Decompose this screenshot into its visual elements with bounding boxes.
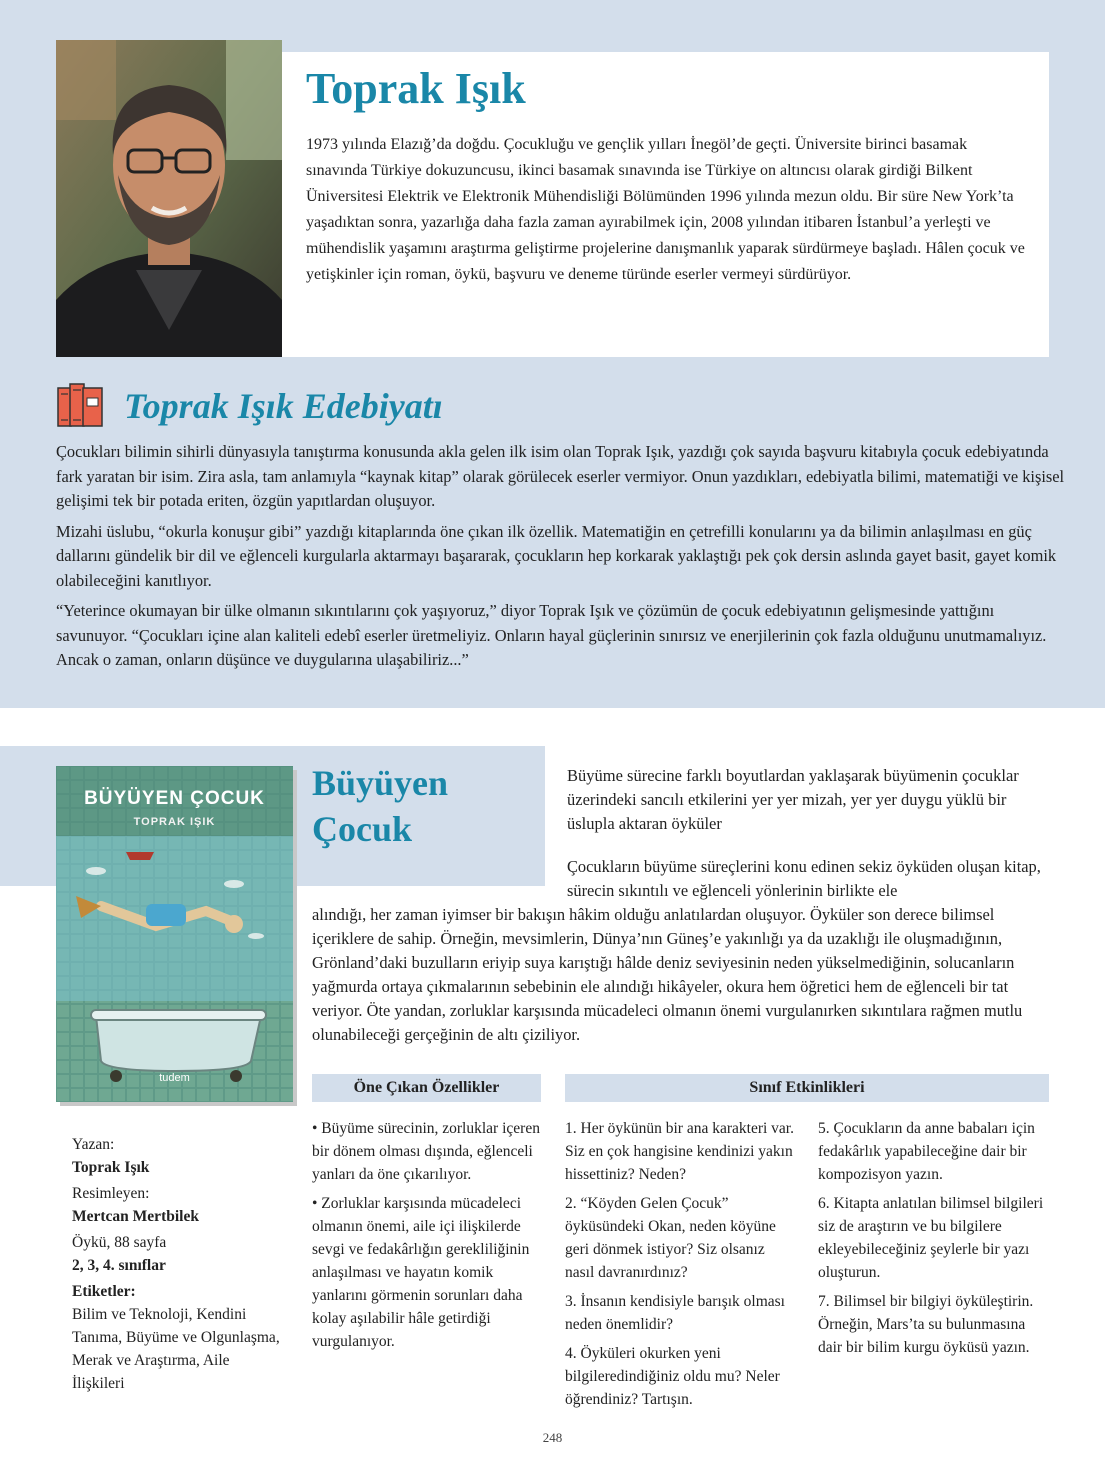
literature-body: [56, 440, 1066, 679]
book-grades: 2, 3, 4. sınıflar: [72, 1257, 166, 1274]
literature-title-rest: Edebiyatı: [293, 386, 443, 426]
book-format: Öykü, 88 sayfa: [72, 1234, 167, 1251]
activity-item: 1. Her öykünün bir ana karakteri var. Siz en çok hangisine kendinizi yakın hissettiniz? Neden?: [565, 1120, 794, 1183]
literature-paragraph: “Yeterince okumayan bir ülke olmanın sıkıntılarını çok yaşıyoruz,” diyor Toprak Işık ve çözümün de çocuk edebiyatının gelişmesinde yattığını savunuyor. “Çocukları içine alan kaliteli edebî eserler üretmeliyiz. Onların hayal güçlerinin sınırsız ve enerjilerinin çok fazla olduğunu unutmamalıyız. Ancak o zaman, onların düşünce ve duygularına ulaşabiliriz...”: [56, 601, 1047, 669]
literature-title-name: Toprak Işık: [124, 386, 294, 426]
features-header: Öne Çıkan Özellikler: [312, 1074, 541, 1102]
author-bio-text: 1973 yılında Elazığ’da doğdu. Çocukluğu ve gençlik yılları İnegöl’de geçti. Üniversite birinci basamak sınavında Türkiye dokuzuncusu, ikinci basamak sınavında ise Türkiye on altıncısı olarak girdiği Bilkent Üniversitesi Elektrik ve Elektronik Mühendisliği Bölümünden 1996 yılında mezun oldu. Bir süre New York’ta yaşadıktan sonra, yazarlığa daha fazla zaman ayırabilmek için, 2008 yılından itibaren İstanbul’a yerleşti ve mühendislik yaşamını araştırma geliştirme projelerine danışmanlık yaparak sürdürmeye başladı. Hâlen çocuk ve yetişkinler için roman, öykü, başvuru ve deneme türünde eserler vermeyi sürdürüyor.: [306, 136, 1025, 283]
book-title-line1: Büyüyen: [312, 763, 449, 803]
book-cover-title: BÜYÜYEN ÇOCUK: [84, 788, 265, 809]
author-value: Toprak Işık: [72, 1159, 150, 1176]
activities-column-1: [565, 1117, 797, 1417]
book-description: alındığı, her zaman iyimser bir bakışın hâkim olduğu anlatılardan oluşuyor. Öyküler son derece bilimsel içeriklere de sahip. Örneğin, mevsimlerin, Dünya’nın Güneş’e yakınlığı ya da uzaklığı ile oluşmadığının, Grönland’daki buzulların eriyip suya karıştığı hâlde deniz seviyesinin neden yükselmediğinin, solucanların yağmurda ortaya çıkmalarının sebebinin ele alındığı hikâyeler, okura hem öğretici hem de eğlenceli bir tat veriyor. Öte yandan, zorluklar karşısında mücadeleci olmanın önemi vurgulanırken sıkıntılara rağmen mutlu olunabileceği gerçeğinin de altı çiziliyor.: [312, 905, 1023, 1044]
tags-label: Etiketler:: [72, 1283, 136, 1300]
literature-section-title: [124, 384, 443, 428]
activity-item: 2. “Köyden Gelen Çocuk” öyküsündeki Okan, neden köyüne geri dönmek istiyor? Siz olsanız nasıl davranırdınız?: [565, 1195, 776, 1281]
author-portrait: [56, 40, 282, 357]
literature-paragraph: Mizahi üslubu, “okurla konuşur gibi” yazdığı kitaplarında öne çıkan ilk özellik. Matematiğin en çetrefilli konularını ya da bilimin anlaşılması en güç dallarını gündelik bir dil ve eğlenceli kurgularla aktarmayı başararak, çocukların hep korkarak yaklaştığı pek çok dersin aslında gayet basit, gayet komik olabileceğini kanıtlıyor.: [56, 521, 1057, 590]
tags-value: Bilim ve Teknoloji, Kendini Tanıma, Büyüme ve Olgunlaşma, Merak ve Araştırma, Aile İlişkileri: [72, 1306, 280, 1392]
activity-item: 4. Öyküleri okurken yeni bilgileredindiğiniz oldu mu? Neler öğrendiniz? Tartışın.: [565, 1345, 780, 1408]
book-title-line2: Çocuk: [312, 809, 413, 849]
activity-item: 5. Çocukların da anne babaları için fedakârlık yapabileceğine dair bir kompozisyon yazın.: [818, 1120, 1035, 1183]
books-icon: [56, 380, 104, 428]
book-cover-publisher: tudem: [159, 1072, 190, 1084]
literature-paragraph: Çocukları bilimin sihirli dünyasıyla tanıştırma konusunda akla gelen ilk isim olan Toprak Işık, yazdığı çok sayıda başvuru kitabıyla çocuk edebiyatında fark yaratan bir isim. Zira asla, tam anlamıyla “kaynak kitap” olarak görülecek eserler vermiyor. Onun yazdıkları, edebiyatla bilimi, matematiği ve kişisel gelişimi tek bir potada eriten, özgün yapıtlardan oluşuyor.: [56, 442, 1065, 510]
activity-item: 7. Bilimsel bir bilgiyi öyküleştirin. Örneğin, Mars’ta su bulunmasına dair bir bilim kurgu öyküsü yazın.: [818, 1293, 1034, 1356]
feature-item: • Zorluklar karşısında mücadeleci olmanın önemi, aile içi ilişkilerde sevgi ve fedakârlığın gerekliliğinin anlaşılması ve hayatın komik yanlarını görmenin sorunları daha kolay aşılabilir hâle getirdiği vurgulanıyor.: [312, 1195, 530, 1350]
feature-item: • Büyüme sürecinin, zorluklar içeren bir dönem olması dışında, eğlenceli yanları da öne çıkarılıyor.: [312, 1120, 540, 1183]
illustrator-label: Resimleyen:: [72, 1185, 150, 1202]
book-cover-author: TOPRAK IŞIK: [133, 816, 216, 828]
book-intro: Büyüme sürecine farklı boyutlardan yaklaşarak büyümenin çocuklar üzerindeki sancılı etkilerini yer yer mizah, yer yer duygu yüklü bir üslupla aktaran öyküler: [567, 766, 1019, 833]
author-name: Toprak Işık: [306, 64, 526, 113]
book-description-start: Çocukların büyüme süreçlerini konu edinen sekiz öyküden oluşan kitap, sürecin sıkıntılı ve eğlenceli yönlerinin birlikte ele: [567, 857, 1041, 900]
features-list: [312, 1117, 544, 1359]
activities-column-2: [818, 1117, 1050, 1365]
author-label: Yazan:: [72, 1136, 115, 1153]
book-title: [312, 760, 448, 852]
book-meta: [72, 1133, 282, 1395]
activities-header: Sınıf Etkinlikleri: [565, 1074, 1049, 1102]
page-number: 248: [542, 1430, 563, 1445]
activity-item: 3. İnsanın kendisiyle barışık olması neden önemlidir?: [565, 1293, 785, 1333]
book-cover: [56, 766, 293, 1102]
activity-item: 6. Kitapta anlatılan bilimsel bilgileri siz de araştırın ve bu bilgilere ekleyebileceğiniz şeylerle bir yazı oluşturun.: [818, 1195, 1044, 1281]
illustrator-value: Mertcan Mertbilek: [72, 1208, 199, 1225]
